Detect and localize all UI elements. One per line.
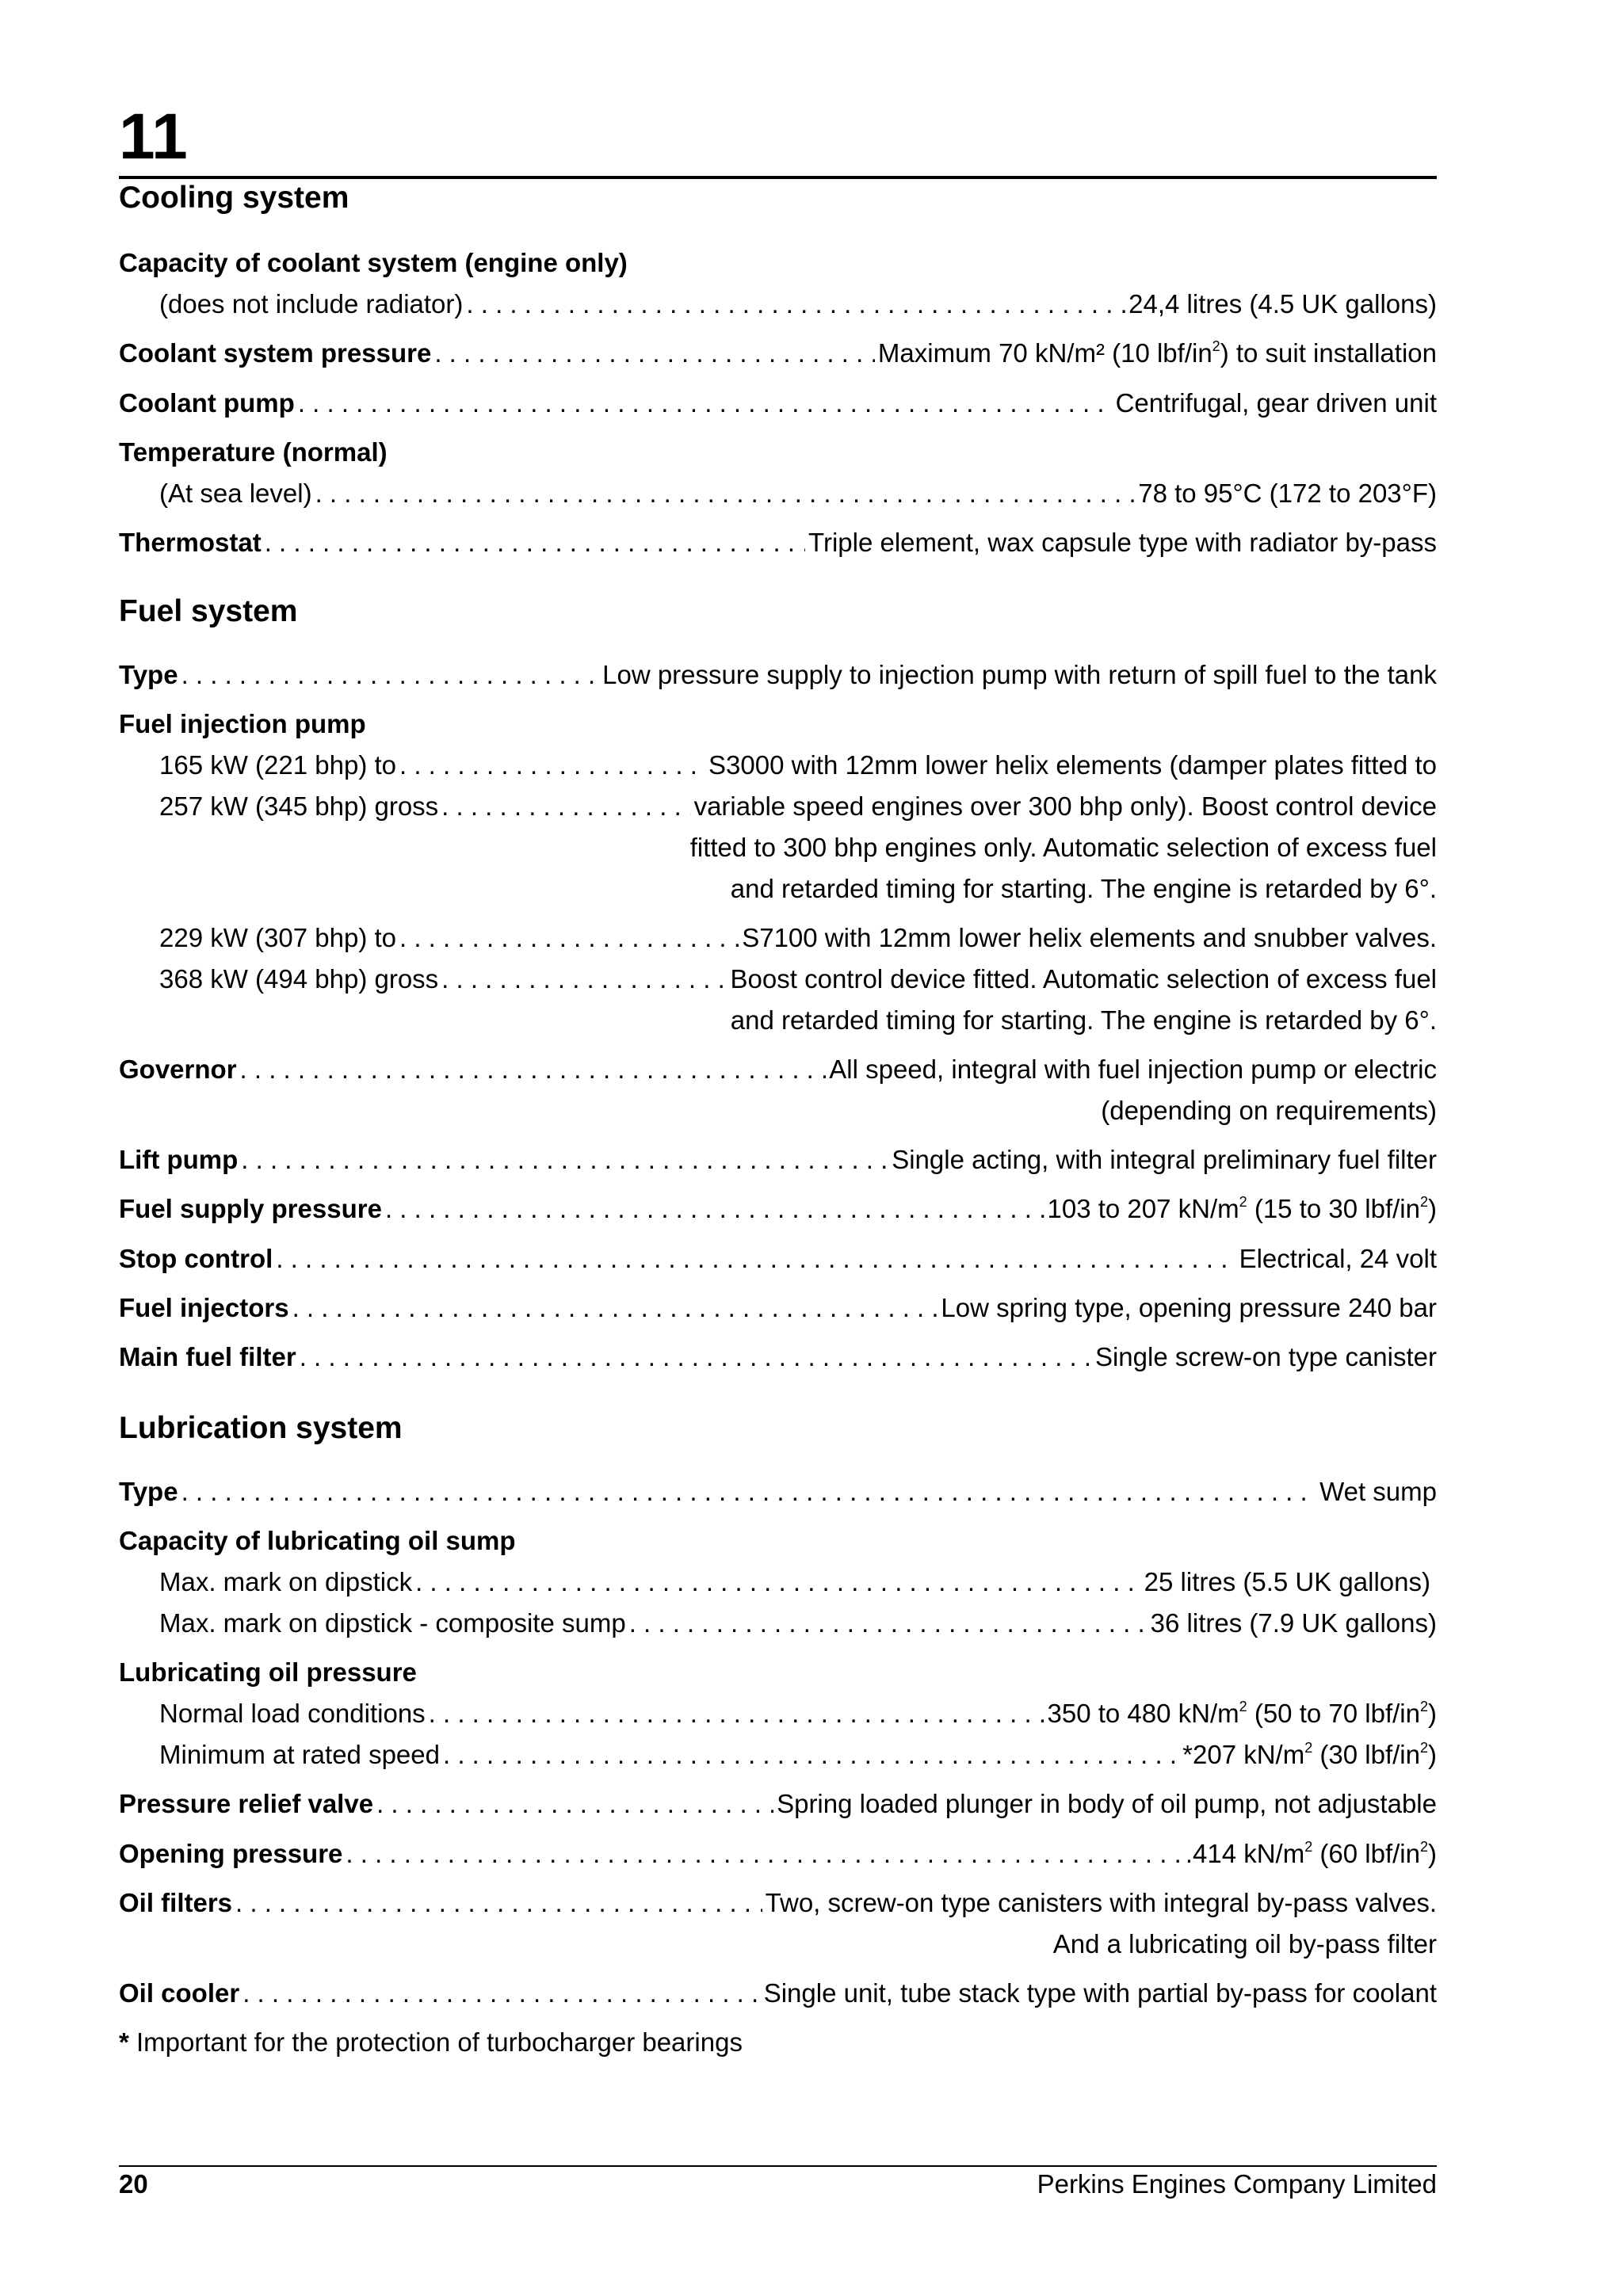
spec-row-pump-1a — [159, 746, 1437, 785]
dot-leader — [399, 918, 739, 958]
spec-value: S7100 with 12mm lower helix elements and snubber valves. — [742, 923, 1437, 952]
spec-row-thermostat — [119, 523, 1437, 563]
spec-row-coolant-pump — [119, 383, 1437, 423]
spec-value: Spring loaded plunger in body of oil pump, not adjustable — [777, 1789, 1437, 1818]
dot-leader — [441, 787, 690, 826]
spec-row-governor — [119, 1050, 1437, 1089]
spec-value: 350 to 480 $kN/m^2$ (50 to 70 lbf/$in^2$) — [1047, 1699, 1437, 1728]
spec-label: Minimum at rated speed — [159, 1740, 440, 1769]
dot-leader — [346, 1834, 1182, 1874]
dot-leader — [399, 746, 705, 785]
spec-row-coolant-pressure — [119, 334, 1437, 373]
spec-row-pump-2b — [159, 959, 1437, 999]
spec-label: Thermostat — [119, 528, 262, 557]
spec-value: Single acting, with integral preliminary fuel filter — [892, 1145, 1437, 1174]
dot-leader — [443, 1735, 1179, 1775]
spec-label: Governor — [119, 1055, 237, 1084]
spec-value: variable speed engines over 300 bhp only). Boost control device — [693, 791, 1437, 821]
chapter-number: 11 — [119, 101, 188, 173]
spec-value: 24,4 litres (4.5 UK gallons) — [1128, 289, 1437, 318]
spec-label: Coolant system pressure — [119, 338, 432, 368]
dot-leader — [276, 1239, 1235, 1279]
spec-row-relief-valve — [119, 1784, 1437, 1824]
section-heading-fuel: Fuel system — [119, 594, 298, 628]
dot-leader — [181, 655, 600, 695]
spec-row-fuel-injectors — [119, 1288, 1437, 1328]
spec-continuation: fitted to 300 bhp engines only. Automatic selection of excess fuel — [689, 833, 1437, 862]
spec-row-fuel-type — [119, 655, 1437, 695]
spec-value: Boost control device fitted. Automatic selection of excess fuel — [730, 964, 1437, 994]
dot-leader — [242, 1974, 760, 2013]
spec-row-lube-type — [119, 1472, 1437, 1512]
spec-row-main-fuel-filter — [119, 1337, 1437, 1377]
footnote-mark: * — [119, 2027, 129, 2057]
spec-value: Single unit, tube stack type with partial by-pass for coolant — [763, 1978, 1437, 2008]
page-number: 20 — [119, 2169, 148, 2199]
spec-value: Wet sump — [1319, 1477, 1437, 1506]
dot-leader — [265, 523, 805, 563]
spec-label: Pressure relief valve — [119, 1789, 374, 1818]
spec-row-fuel-supply-pressure — [119, 1189, 1437, 1229]
dot-leader — [629, 1604, 1148, 1643]
spec-value: Two, screw-on type canisters with integral by-pass valves. — [765, 1888, 1437, 1917]
oil-sump-capacity-label: Capacity of lubricating oil sump — [119, 1526, 516, 1555]
spec-label: Stop control — [119, 1244, 273, 1273]
dot-leader — [298, 383, 1113, 423]
spec-value: 103 to 207 $kN/m^2$ (15 to 30 lbf/$in^2$) — [1047, 1194, 1437, 1223]
spec-row-oil-filters — [119, 1883, 1437, 1923]
dot-leader — [292, 1288, 938, 1328]
spec-label: 257 kW (345 bhp) gross — [159, 791, 439, 821]
spec-label: (At sea level) — [159, 479, 312, 508]
spec-label: Normal load conditions — [159, 1699, 426, 1728]
oil-pressure-label: Lubricating oil pressure — [119, 1657, 417, 1687]
spec-value: Single screw-on type canister — [1094, 1342, 1437, 1371]
section-heading-cooling: Cooling system — [119, 181, 349, 215]
spec-value: S3000 with 12mm lower helix elements (damper plates fitted to — [708, 750, 1437, 780]
spec-row-dipstick-composite — [159, 1604, 1437, 1643]
spec-row-dipstick — [159, 1562, 1437, 1602]
dot-leader — [415, 1562, 1141, 1602]
spec-continuation: And a lubricating oil by-pass filter — [1052, 1929, 1437, 1958]
spec-row-stop-control — [119, 1239, 1437, 1279]
spec-value: 78 to 95°C (172 to 203°F) — [1138, 479, 1437, 508]
spec-continuation: (depending on requirements) — [1101, 1096, 1437, 1125]
spec-value: Centrifugal, gear driven unit — [1115, 388, 1437, 418]
spec-label: Max. mark on dipstick - composite sump — [159, 1608, 626, 1638]
dot-leader — [434, 334, 875, 373]
dot-leader — [240, 1050, 827, 1089]
spec-label: Fuel supply pressure — [119, 1194, 382, 1223]
spec-label: 165 kW (221 bhp) to — [159, 750, 396, 780]
spec-row-opening-pressure — [119, 1834, 1437, 1874]
fuel-injection-pump-label: Fuel injection pump — [119, 709, 366, 738]
spec-label: 368 kW (494 bhp) gross — [159, 964, 439, 994]
spec-row-normal-load — [159, 1694, 1437, 1733]
dot-leader — [429, 1694, 1044, 1733]
spec-label: Coolant pump — [119, 388, 295, 418]
dot-leader — [235, 1883, 762, 1923]
spec-value: All speed, integral with fuel injection pump or electric — [829, 1055, 1437, 1084]
section-heading-lubrication: Lubrication system — [119, 1411, 403, 1445]
spec-label: Oil filters — [119, 1888, 233, 1917]
spec-continuation: and retarded timing for starting. The engine is retarded by 6°. — [730, 874, 1437, 903]
spec-row-pump-2a — [159, 918, 1437, 958]
dot-leader — [300, 1337, 1092, 1377]
spec-value: Maximum 70 kN/m² (10 lbf/$in^2$) to suit installation — [877, 338, 1437, 368]
spec-label: Max. mark on dipstick — [159, 1567, 413, 1596]
spec-value: Electrical, 24 volt — [1239, 1244, 1437, 1273]
spec-label: Lift pump — [119, 1145, 239, 1174]
footer-company-name: Perkins Engines Company Limited — [1037, 2169, 1437, 2199]
temperature-label: Temperature (normal) — [119, 437, 388, 467]
spec-label: Oil cooler — [119, 1978, 240, 2008]
spec-label: Fuel injectors — [119, 1293, 289, 1322]
spec-label: (does not include radiator) — [159, 289, 464, 318]
footnote — [119, 2023, 743, 2062]
spec-value: Low spring type, opening pressure 240 bar — [941, 1293, 1437, 1322]
footnote-text: Important for the protection of turbocharger bearings — [128, 2027, 743, 2057]
dot-leader — [466, 284, 1125, 324]
spec-label: Type — [119, 1477, 178, 1506]
spec-value: 36 litres (7.9 UK gallons) — [1150, 1608, 1437, 1638]
spec-value: *207 $kN/m^2$ (30 lbf/$in^2$) — [1182, 1740, 1437, 1769]
dot-leader — [241, 1140, 888, 1180]
spec-row-coolant-capacity — [159, 284, 1437, 324]
spec-value: Triple element, wax capsule type with radiator by-pass — [808, 528, 1437, 557]
spec-row-min-rated-speed — [159, 1735, 1437, 1775]
spec-label: Main fuel filter — [119, 1342, 296, 1371]
spec-label: Opening pressure — [119, 1839, 343, 1868]
dot-leader — [385, 1189, 1044, 1229]
spec-label: 229 kW (307 bhp) to — [159, 923, 396, 952]
spec-value: Low pressure supply to injection pump with return of spill fuel to the tank — [602, 660, 1437, 689]
spec-row-oil-cooler — [119, 1974, 1437, 2013]
spec-row-pump-1b — [159, 787, 1437, 826]
spec-value: 25 litres (5.5 UK gallons) — [1144, 1567, 1430, 1596]
spec-value: .414 $kN/m^2$ (60 lbf/$in^2$) — [1185, 1839, 1437, 1868]
coolant-capacity-label: Capacity of coolant system (engine only) — [119, 248, 628, 277]
spec-label: Type — [119, 660, 178, 689]
spec-row-lift-pump — [119, 1140, 1437, 1180]
dot-leader — [315, 474, 1136, 513]
spec-continuation: and retarded timing for starting. The engine is retarded by 6°. — [730, 1005, 1437, 1035]
dot-leader — [441, 959, 727, 999]
dot-leader — [181, 1472, 1316, 1512]
spec-row-temperature — [159, 474, 1437, 513]
dot-leader — [376, 1784, 773, 1824]
